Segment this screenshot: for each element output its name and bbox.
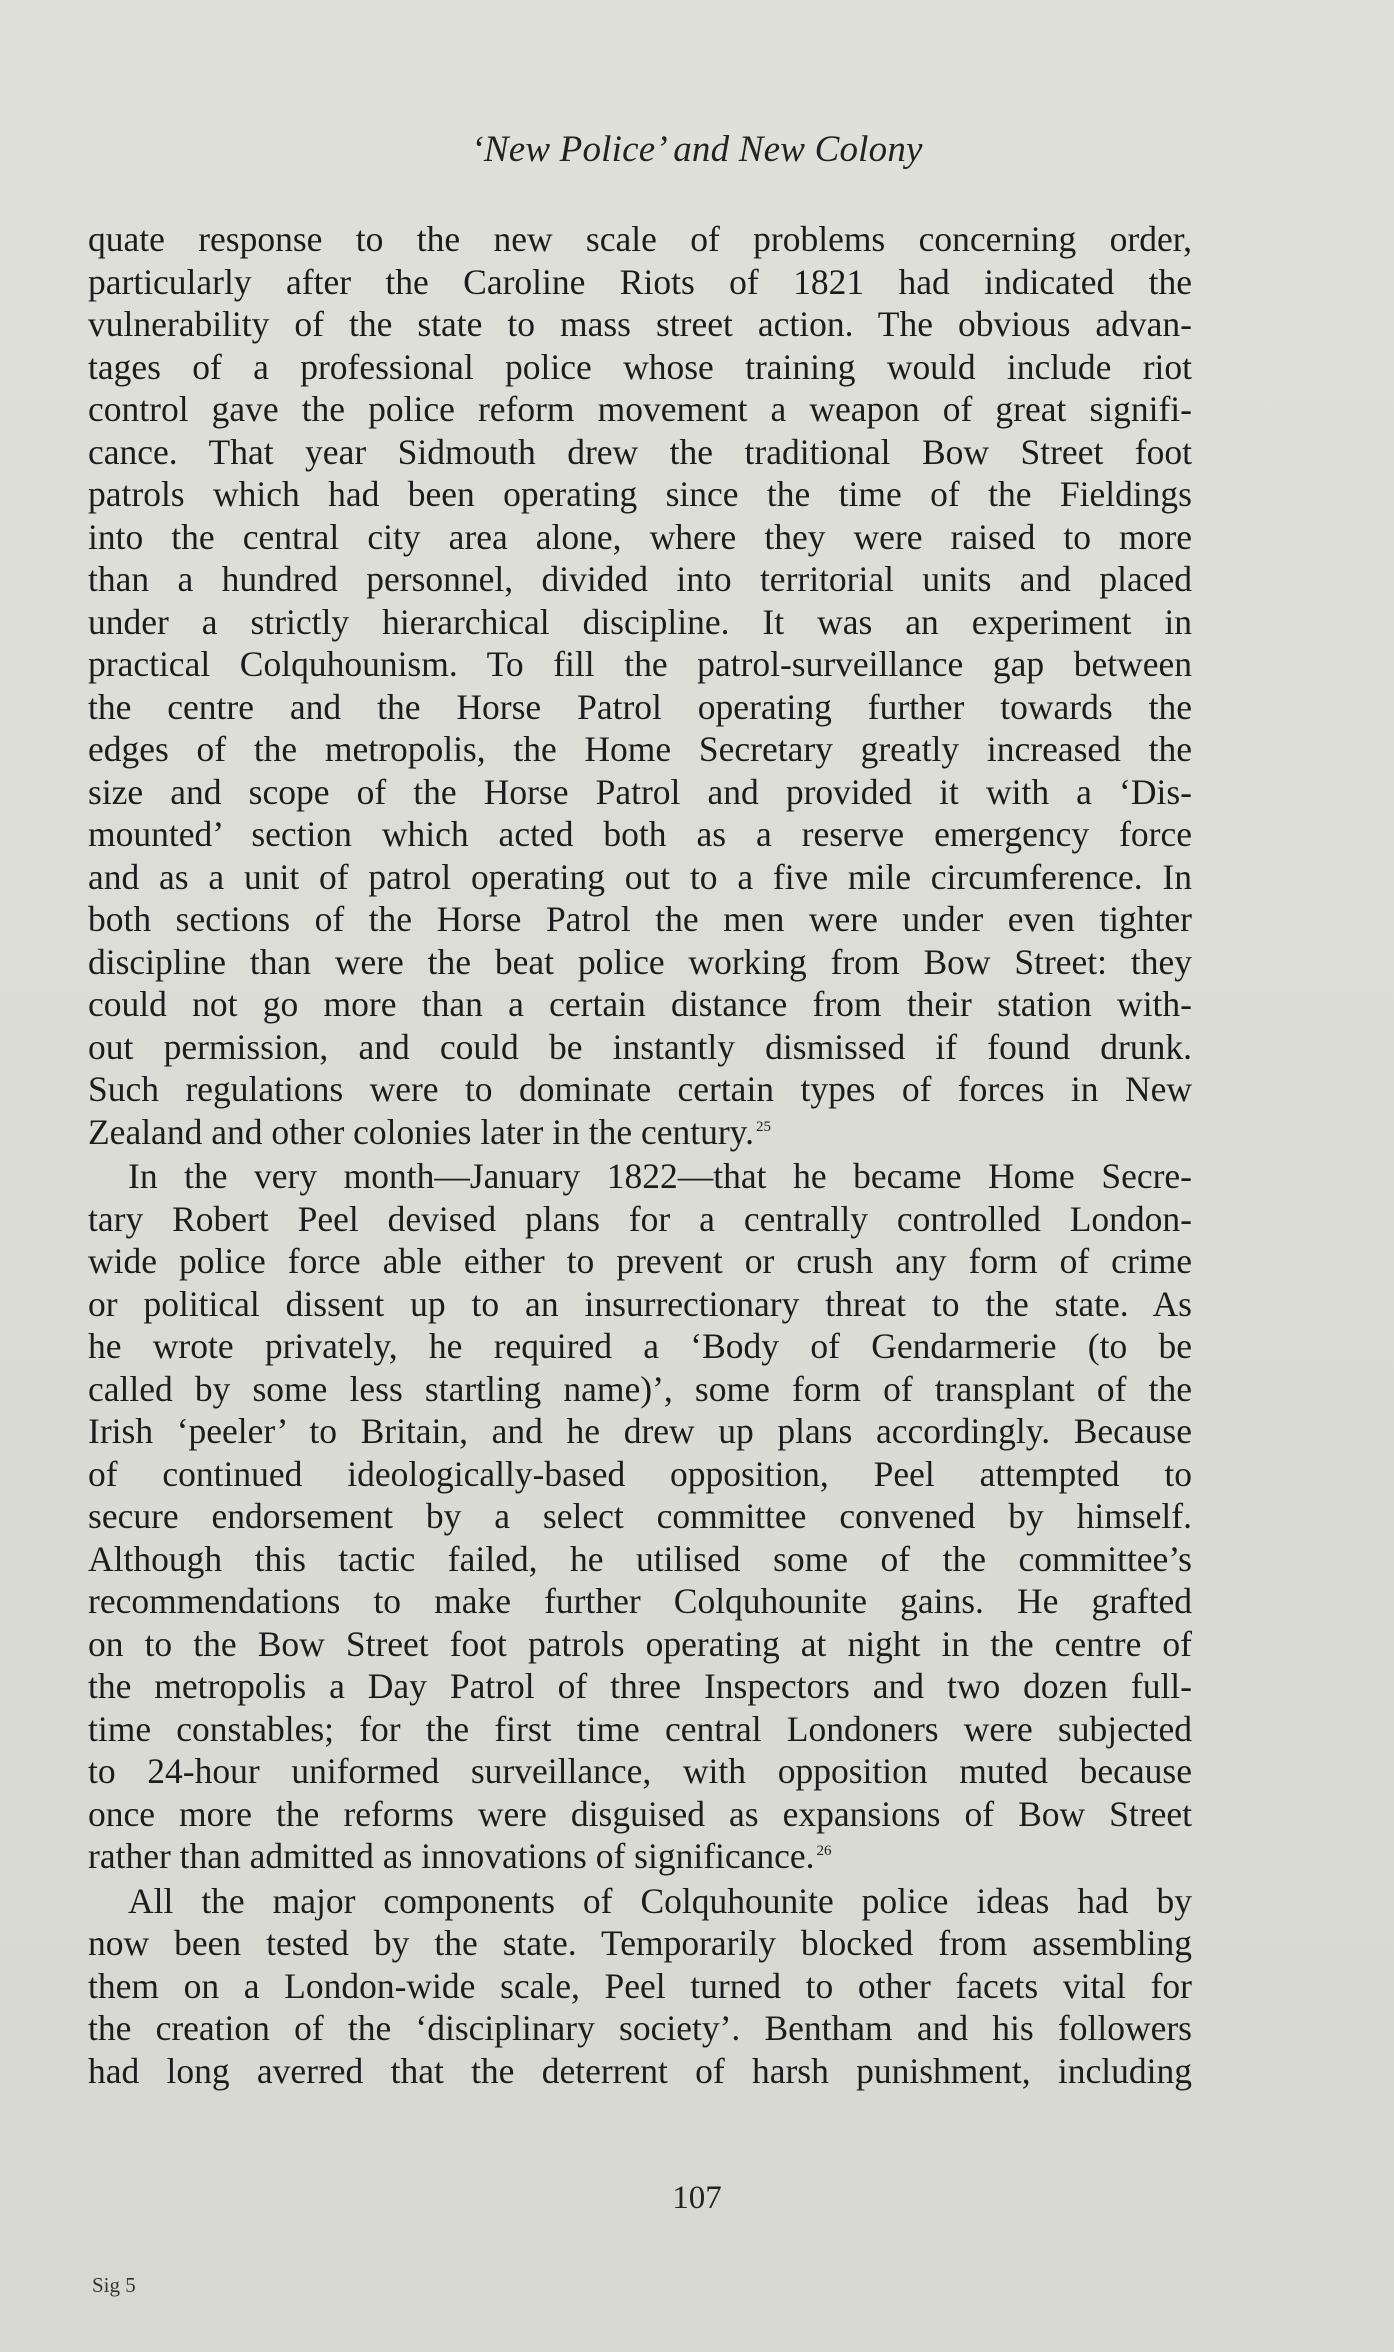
running-head: ‘New Police’ and New Colony xyxy=(471,129,923,170)
paragraph xyxy=(88,1155,1192,1878)
text-line: than a hundred personnel, divided into territorial units and placed xyxy=(88,559,1192,599)
text-line: could not go more than a certain distance from their station with- xyxy=(88,984,1192,1024)
text-line: the creation of the ‘disciplinary society’. Bentham and his followers xyxy=(88,2008,1192,2048)
paragraph xyxy=(88,218,1192,1153)
text-line: In the very month—January 1822—that he became Home Secre- xyxy=(128,1156,1192,1196)
text-line: or political dissent up to an insurrectionary threat to the state. As xyxy=(88,1283,1192,1324)
text-line: size and scope of the Horse Patrol and provided it with a ‘Dis- xyxy=(88,771,1192,812)
text-line: time constables; for the first time central Londoners were subjected xyxy=(88,1708,1192,1749)
text-line: tages of a professional police whose training would include riot xyxy=(88,346,1192,387)
text-line: of continued ideologically-based opposition, Peel attempted to xyxy=(88,1453,1192,1494)
footnote-marker: 25 xyxy=(756,1118,772,1135)
printer-signature: Sig 5 xyxy=(92,2273,136,2297)
text-line: Zealand and other colonies later in the century. $^{25}$ xyxy=(88,1111,772,1152)
text-line: edges of the metropolis, the Home Secretary greatly increased the xyxy=(88,729,1192,769)
text-line: out permission, and could be instantly dismissed if found drunk. xyxy=(88,1026,1192,1067)
text-line: discipline than were the beat police working from Bow Street: they xyxy=(88,941,1192,982)
text-line: patrols which had been operating since the time of the Fieldings xyxy=(88,474,1192,514)
text-line: vulnerability of the state to mass street action. The obvious advan- xyxy=(88,304,1192,344)
text-line: recommendations to make further Colquhounite gains. He grafted xyxy=(88,1581,1192,1621)
text-line: under a strictly hierarchical discipline. It was an experiment in xyxy=(88,601,1192,642)
footnote-marker: 26 xyxy=(816,1843,832,1860)
text-line: Although this tactic failed, he utilised some of the committee’s xyxy=(88,1538,1192,1579)
text-line: practical Colquhounism. To fill the patrol-surveillance gap between xyxy=(88,644,1192,684)
paragraph xyxy=(88,1880,1192,2093)
text-line: mounted’ section which acted both as a reserve emergency force xyxy=(88,814,1192,854)
text-line: wide police force able either to prevent or crush any form of crime xyxy=(88,1241,1192,1281)
text-line: rather than admitted as innovations of significance. $^{26}$ xyxy=(88,1836,832,1876)
text-line: tary Robert Peel devised plans for a centrally controlled London- xyxy=(88,1198,1192,1239)
text-line: cance. That year Sidmouth drew the traditional Bow Street foot xyxy=(88,431,1192,472)
text-line: the centre and the Horse Patrol operating further towards the xyxy=(88,686,1192,727)
text-line: called by some less startling name)’, some form of transplant of the xyxy=(88,1368,1192,1409)
text-line: secure endorsement by a select committee convened by himself. xyxy=(88,1496,1192,1536)
text-line: both sections of the Horse Patrol the men were under even tighter xyxy=(88,899,1192,939)
text-line: Such regulations were to dominate certain types of forces in New xyxy=(88,1069,1192,1109)
text-line: quate response to the new scale of problems concerning order, xyxy=(88,219,1192,259)
text-line: them on a London-wide scale, Peel turned to other facets vital for xyxy=(88,1965,1192,2006)
text-line: control gave the police reform movement a weapon of great signifi- xyxy=(88,389,1192,429)
text-line: on to the Bow Street foot patrols operating at night in the centre of xyxy=(88,1623,1192,1664)
text-line: into the central city area alone, where they were raised to more xyxy=(88,516,1192,557)
text-line: Irish ‘peeler’ to Britain, and he drew up plans accordingly. Because xyxy=(88,1411,1192,1451)
page-number: 107 xyxy=(672,2180,722,2216)
text-line: to 24-hour uniformed surveillance, with opposition muted because xyxy=(88,1751,1192,1791)
text-line: the metropolis a Day Patrol of three Inspectors and two dozen full- xyxy=(88,1666,1192,1706)
text-line: and as a unit of patrol operating out to a five mile circumference. In xyxy=(88,856,1192,897)
body-text xyxy=(88,218,1192,2092)
text-line: once more the reforms were disguised as expansions of Bow Street xyxy=(88,1793,1192,1834)
text-line: had long averred that the deterrent of harsh punishment, including xyxy=(88,2050,1192,2091)
text-line: now been tested by the state. Temporarily blocked from assembling xyxy=(88,1923,1192,1963)
text-line: particularly after the Caroline Riots of 1821 had indicated the xyxy=(88,261,1192,302)
text-line: he wrote privately, he required a ‘Body of Gendarmerie (to be xyxy=(88,1326,1192,1366)
text-line: All the major components of Colquhounite police ideas had by xyxy=(128,1880,1192,1921)
